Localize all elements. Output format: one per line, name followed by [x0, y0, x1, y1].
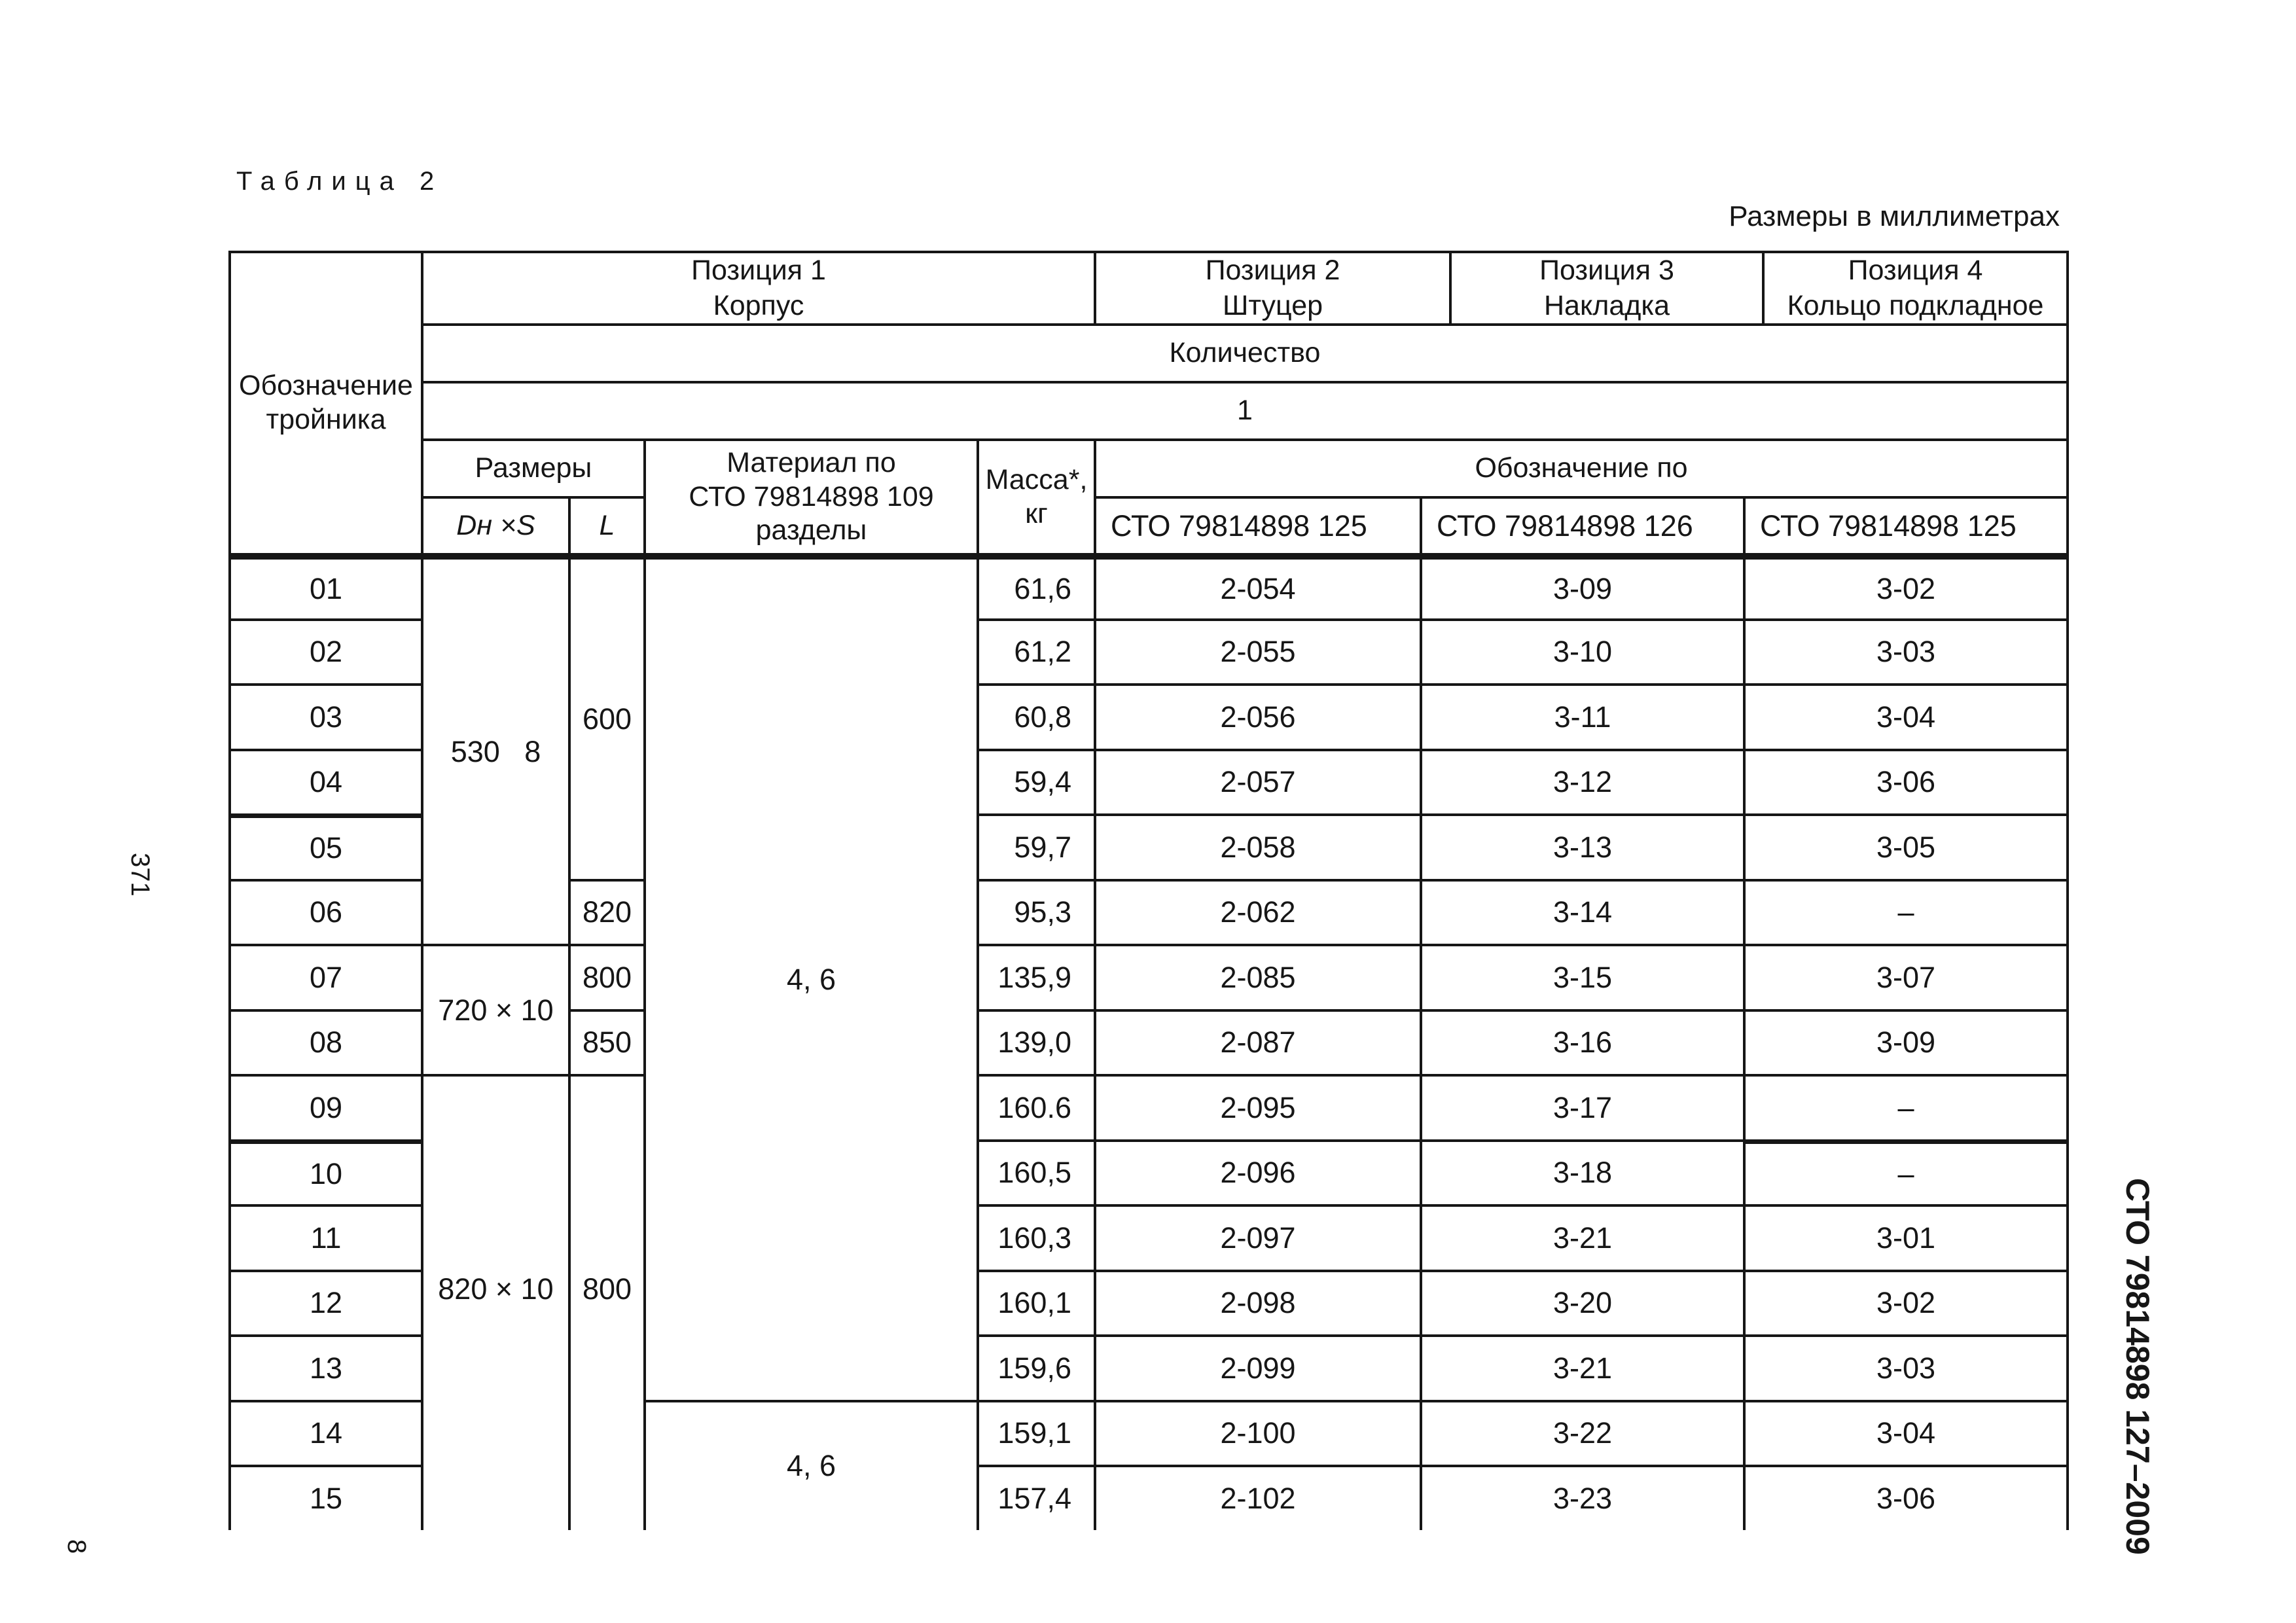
pos2-designation-cell: 2-102	[1094, 1465, 1420, 1530]
header-dn-s: Dн ×S	[421, 496, 568, 553]
pos2-designation-cell: 2-062	[1094, 879, 1420, 944]
header-position-2	[1094, 251, 1449, 323]
pos4-designation-cell: 3-04	[1743, 683, 2069, 749]
header-designation-by: Обозначение по	[1094, 438, 2069, 496]
pos2-designation-cell: 2-056	[1094, 683, 1420, 749]
pos3-designation-cell: 3-13	[1420, 813, 1743, 879]
header-dimensions: Размеры	[421, 438, 643, 496]
pos3-designation-cell: 3-17	[1420, 1074, 1743, 1139]
pos4-designation-cell: 3-03	[1743, 1334, 2069, 1400]
row-id-cell: 15	[228, 1465, 421, 1530]
pos2-designation-cell: 2-099	[1094, 1334, 1420, 1400]
pos3-designation-cell: 3-09	[1420, 553, 1743, 618]
mass-cell: 95,3	[977, 879, 1094, 944]
header-standard-pos4: СТО 79814898 125	[1743, 496, 2069, 553]
mass-cell: 159,6	[977, 1334, 1094, 1400]
header-position-4	[1762, 251, 2069, 323]
row-id-cell: 11	[228, 1204, 421, 1270]
group-dn-s-720: 720 × 10	[421, 944, 568, 1074]
pos4-designation-cell: –	[1743, 1139, 2069, 1205]
mass-cell: 157,4	[977, 1465, 1094, 1530]
pos4-designation-cell: 3-06	[1743, 1465, 2069, 1530]
pos3-designation-cell: 3-11	[1420, 683, 1743, 749]
row-id-cell: 01	[228, 553, 421, 618]
pos4-designation-cell: 3-02	[1743, 1270, 2069, 1335]
row-id-cell: 12	[228, 1270, 421, 1335]
mass-cell: 61,6	[977, 553, 1094, 618]
mass-cell: 61,2	[977, 618, 1094, 684]
pos2-designation-cell: 2-096	[1094, 1139, 1420, 1205]
pos4-designation-cell: 3-06	[1743, 749, 2069, 814]
header-standard-pos3: СТО 79814898 126	[1420, 496, 1743, 553]
pos2-designation-cell: 2-097	[1094, 1204, 1420, 1270]
header-material-line: СТО 79814898 109	[689, 480, 934, 512]
mass-cell: 160.6	[977, 1074, 1094, 1139]
collection-page-number: 371	[126, 853, 154, 897]
position-name: Штуцер	[1222, 289, 1323, 321]
header-mass-line: кг	[1025, 497, 1048, 529]
header-mass-line: Масса*,	[985, 463, 1088, 495]
row-id-cell: 04	[228, 749, 421, 814]
header-material	[643, 438, 977, 553]
pos3-designation-cell: 3-10	[1420, 618, 1743, 684]
group-l-800: 800	[568, 944, 643, 1009]
header-position-3	[1449, 251, 1762, 323]
row-id-cell: 13	[228, 1334, 421, 1400]
pos2-designation-cell: 2-098	[1094, 1270, 1420, 1335]
pos4-designation-cell: –	[1743, 1074, 2069, 1139]
pos4-designation-cell: 3-07	[1743, 944, 2069, 1009]
units-note: Размеры в миллиметрах	[1729, 200, 2060, 232]
header-tee-designation	[228, 251, 421, 553]
position-number: Позиция 4	[1848, 254, 1983, 286]
group-material-1: 4, 6	[643, 553, 977, 1400]
row-id-cell: 08	[228, 1009, 421, 1075]
pos4-designation-cell: 3-02	[1743, 553, 2069, 618]
group-l-820: 820	[568, 879, 643, 944]
pos3-designation-cell: 3-15	[1420, 944, 1743, 1009]
mass-cell: 60,8	[977, 683, 1094, 749]
row-id-cell: 02	[228, 618, 421, 684]
document-designation: СТО 79814898 127–2009	[2119, 1178, 2156, 1555]
group-l-800-b: 800	[568, 1074, 643, 1530]
mass-cell: 160,3	[977, 1204, 1094, 1270]
group-dn-s-820: 820 × 10	[421, 1074, 568, 1530]
row-id-cell: 06	[228, 879, 421, 944]
pos4-designation-cell: 3-01	[1743, 1204, 2069, 1270]
group-l-600: 600	[568, 553, 643, 879]
page-number: 8	[62, 1539, 91, 1554]
position-number: Позиция 2	[1205, 254, 1340, 286]
row-id-cell: 03	[228, 683, 421, 749]
row-id-cell: 14	[228, 1400, 421, 1465]
pos4-designation-cell: 3-03	[1743, 618, 2069, 684]
header-mass	[977, 438, 1094, 553]
pos3-designation-cell: 3-12	[1420, 749, 1743, 814]
header-material-line: разделы	[755, 514, 867, 546]
header-quantity-value: 1	[421, 381, 2069, 438]
position-number: Позиция 3	[1539, 254, 1674, 286]
pos2-designation-cell: 2-058	[1094, 813, 1420, 879]
pos3-designation-cell: 3-21	[1420, 1204, 1743, 1270]
pos2-designation-cell: 2-055	[1094, 618, 1420, 684]
pos3-designation-cell: 3-18	[1420, 1139, 1743, 1205]
pos2-designation-cell: 2-054	[1094, 553, 1420, 618]
header-l: L	[568, 496, 643, 553]
position-name: Кольцо подкладное	[1787, 289, 2044, 321]
group-dn-s-530: 530 8	[421, 553, 568, 944]
pos2-designation-cell: 2-100	[1094, 1400, 1420, 1465]
position-name: Накладка	[1543, 289, 1670, 321]
header-quantity-label: Количество	[421, 323, 2069, 381]
pos4-designation-cell: 3-05	[1743, 813, 2069, 879]
position-name: Корпус	[713, 289, 804, 321]
pos4-designation-cell: –	[1743, 879, 2069, 944]
mass-cell: 160,5	[977, 1139, 1094, 1205]
mass-cell: 139,0	[977, 1009, 1094, 1075]
mass-cell: 59,7	[977, 813, 1094, 879]
pos3-designation-cell: 3-20	[1420, 1270, 1743, 1335]
mass-cell: 135,9	[977, 944, 1094, 1009]
position-number: Позиция 1	[691, 254, 826, 286]
row-id-cell: 09	[228, 1074, 421, 1139]
header-position-1	[421, 251, 1094, 323]
mass-cell: 59,4	[977, 749, 1094, 814]
pos2-designation-cell: 2-057	[1094, 749, 1420, 814]
pos4-designation-cell: 3-04	[1743, 1400, 2069, 1465]
header-tee-designation-line: тройника	[266, 404, 386, 435]
group-l-850: 850	[568, 1009, 643, 1075]
group-material-2: 4, 6	[643, 1400, 977, 1530]
pos3-designation-cell: 3-21	[1420, 1334, 1743, 1400]
table-caption: Таблица 2	[236, 167, 444, 196]
pos4-designation-cell: 3-09	[1743, 1009, 2069, 1075]
row-id-cell: 10	[228, 1139, 421, 1205]
pos3-designation-cell: 3-23	[1420, 1465, 1743, 1530]
mass-cell: 159,1	[977, 1400, 1094, 1465]
pos3-designation-cell: 3-14	[1420, 879, 1743, 944]
pos2-designation-cell: 2-085	[1094, 944, 1420, 1009]
pos3-designation-cell: 3-22	[1420, 1400, 1743, 1465]
pos2-designation-cell: 2-087	[1094, 1009, 1420, 1075]
pos2-designation-cell: 2-095	[1094, 1074, 1420, 1139]
mass-cell: 160,1	[977, 1270, 1094, 1335]
header-material-line: Материал по	[726, 447, 896, 479]
row-id-cell: 07	[228, 944, 421, 1009]
header-tee-designation-line: Обозначение	[239, 370, 413, 402]
header-standard-pos2: СТО 79814898 125	[1094, 496, 1420, 553]
pos3-designation-cell: 3-16	[1420, 1009, 1743, 1075]
row-id-cell: 05	[228, 813, 421, 879]
